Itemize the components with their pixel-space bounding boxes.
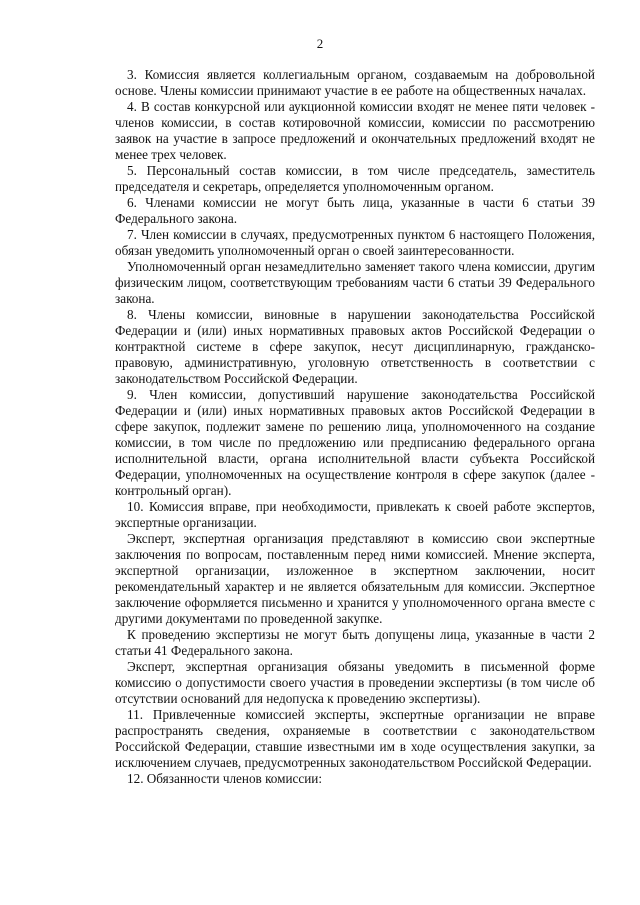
paragraph-clause-10-notification: Эксперт, экспертная организация обязаны уведомить в письменной форме комиссию о допустимости своего участия в проведении экспертизы (в том числе об отсутствии оснований для недопуска к проведению экспертизы). — [115, 659, 595, 706]
document-body — [115, 67, 595, 787]
paragraph-clause-8: 8. Члены комиссии, виновные в нарушении законодательства Российской Федерации и (или) иных нормативных правовых актов Российской Федерации о контрактной системе в сфере закупок, несут дисциплинарную, гражданско-правовую, административную, уголовную ответственность в соответствии с законодательством Российской Федерации. — [115, 307, 595, 386]
paragraph-clause-5: 5. Персональный состав комиссии, в том числе председатель, заместитель председателя и секретарь, определяется уполномоченным органом. — [115, 163, 595, 194]
page-number: 2 — [316, 36, 324, 51]
paragraph-clause-4: 4. В состав конкурсной или аукционной комиссии входят не менее пяти человек - членов комиссии, в состав котировочной комиссии, комиссии по рассмотрению заявок на участие в запросе предложений и окончательных предложений входят не менее трех человек. — [115, 99, 595, 162]
paragraph-clause-10-expert-conclusions: Эксперт, экспертная организация представляют в комиссию свои экспертные заключения по вопросам, поставленным перед ними комиссией. Мнение эксперта, экспертной организации, изложенное в экспертном заключении, носит рекомендательный характер и не является обязательным для комиссии. Экспертное заключение оформляется письменно и хранится у уполномоченного органа вместе с другими документами по проведенной закупке. — [115, 531, 595, 626]
paragraph-clause-10-exclusions: К проведению экспертизы не могут быть допущены лица, указанные в части 2 статьи 41 Федерального закона. — [115, 627, 595, 658]
paragraph-clause-12: 12. Обязанности членов комиссии: — [127, 771, 323, 786]
paragraph-clause-7: 7. Член комиссии в случаях, предусмотренных пунктом 6 настоящего Положения, обязан уведомить уполномоченный орган о своей заинтересованности. — [115, 227, 595, 258]
paragraph-clause-11: 11. Привлеченные комиссией эксперты, экспертные организации не вправе распространять сведения, охраняемые в соответствии с законодательством Российской Федерации, ставшие известными им в ходе осуществления закупки, за исключением случаев, предусмотренных законодательством Российской Федерации. — [115, 707, 595, 770]
paragraph-clause-6: 6. Членами комиссии не могут быть лица, указанные в части 6 статьи 39 Федерального закона. — [115, 195, 595, 226]
paragraph-clause-10: 10. Комиссия вправе, при необходимости, привлекать к своей работе экспертов, экспертные организации. — [115, 499, 595, 530]
paragraph-clause-3: 3. Комиссия является коллегиальным органом, создаваемым на добровольной основе. Члены комиссии принимают участие в ее работе на общественных началах. — [115, 67, 595, 98]
paragraph-clause-9: 9. Член комиссии, допустивший нарушение законодательства Российской Федерации и (или) иных нормативных правовых актов Российской Федерации в сфере закупок, подлежит замене по решению лица, уполномоченного на создание комиссии, в том числе по предложению или предписанию федерального органа исполнительной власти, органа исполнительной власти субъекта Российской Федерации, уполномоченных на осуществление контроля в сфере закупок (далее - контрольный орган). — [115, 387, 595, 498]
paragraph-clause-7-replacement: Уполномоченный орган незамедлительно заменяет такого члена комиссии, другим физическим лицом, соответствующим требованиям части 6 статьи 39 Федерального закона. — [115, 259, 595, 306]
